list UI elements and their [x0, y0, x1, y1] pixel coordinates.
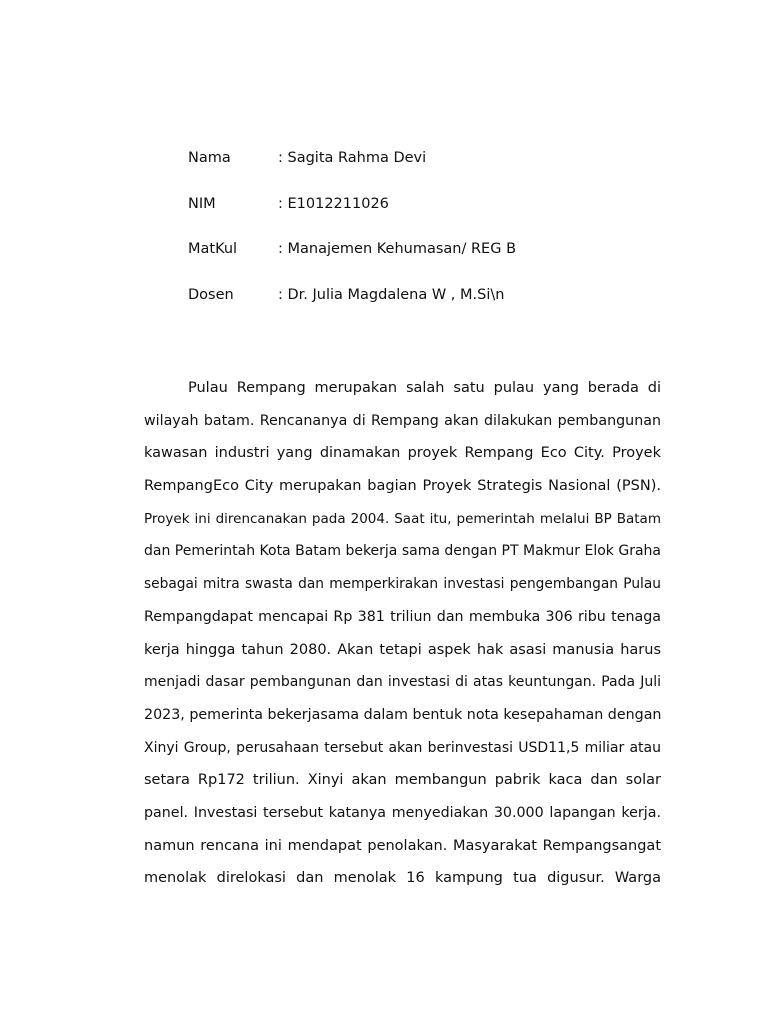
paragraph-line: Pulau Rempang merupakan salah satu pulau yang berada di [188, 380, 661, 396]
info-row-dosen [188, 282, 668, 328]
paragraph-line: Proyek ini direncanakan pada 2004. Saat itu, pemerintah melalui BP Batam [144, 510, 661, 527]
paragraph-line: kawasan industri yang dinamakan proyek Rempang Eco City. Proyek [144, 445, 661, 462]
info-label: Nama [188, 150, 231, 166]
paragraph-line: Xinyi Group, perusahaan tersebut akan berinvestasi USD11,5 miliar atau [144, 739, 661, 756]
paragraph-line: RempangEco City merupakan bagian Proyek Strategis Nasional (PSN). [144, 478, 661, 495]
info-row-nim [188, 191, 668, 237]
info-value: : Sagita Rahma Devi [278, 150, 427, 166]
student-info [188, 145, 668, 327]
paragraph-line: menjadi dasar pembangunan dan investasi di atas keuntungan. Pada Juli [144, 674, 661, 691]
paragraph-line: 2023, pemerinta bekerjasama dalam bentuk nota kesepahaman dengan [144, 706, 662, 723]
info-row-nama [188, 145, 668, 191]
info-value: : Manajemen Kehumasan/ REG B [278, 241, 517, 257]
paragraph-line: kerja hingga tahun 2080. Akan tetapi aspek hak asasi manusia harus [144, 641, 661, 658]
paragraph-line: setara Rp172 triliun. Xinyi akan membangun pabrik kaca dan solar [144, 772, 661, 789]
info-row-matkul [188, 236, 668, 282]
paragraph-line: dan Pemerintah Kota Batam bekerja sama dengan PT Makmur Elok Graha [144, 543, 661, 560]
paragraph-line: sebagai mitra swasta dan memperkirakan investasi pengembangan Pulau [144, 576, 661, 593]
paragraph-line: wilayah batam. Rencananya di Rempang akan dilakukan pembangunan [144, 412, 661, 429]
paragraph-line: panel. Investasi tersebut katanya menyediakan 30.000 lapangan kerja. [144, 804, 661, 821]
info-label: MatKul [188, 241, 238, 257]
paragraph-line: Rempangdapat mencapai Rp 381 triliun dan membuka 306 ribu tenaga [144, 608, 661, 625]
info-value: : E1012211026 [278, 195, 389, 212]
info-label: NIM [188, 195, 216, 212]
body-paragraph [144, 372, 661, 895]
paragraph-line: namun rencana ini mendapat penolakan. Masyarakat Rempangsangat [144, 837, 661, 854]
info-label: Dosen [188, 286, 234, 303]
paragraph-line: menolak direlokasi dan menolak 16 kampung tua digusur. Warga [144, 870, 661, 887]
info-value: : Dr. Julia Magdalena W , M.Si\n [278, 286, 505, 303]
